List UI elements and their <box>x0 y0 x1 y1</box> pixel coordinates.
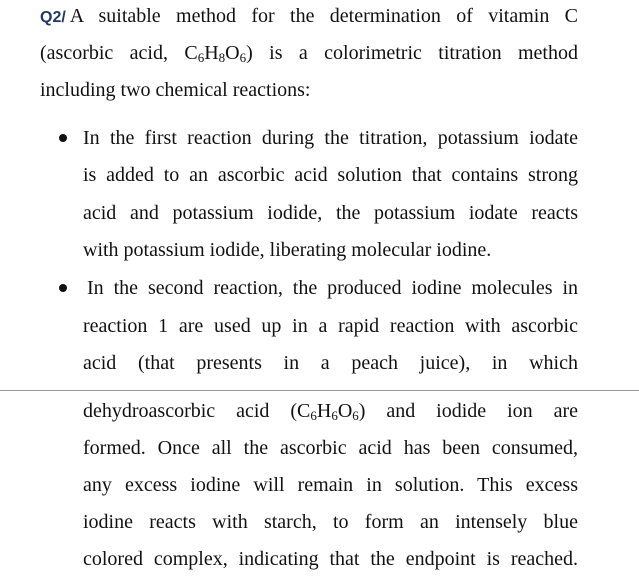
bullet-2-line-6: any excess iodine will remain in solution. This excess <box>83 474 578 496</box>
question-line-3: including two chemical reactions: <box>40 79 311 101</box>
subscript: 8 <box>218 50 226 65</box>
subscript: 6 <box>197 50 205 65</box>
bullet-2-line-3: acid (that presents in a peach juice), in which <box>83 352 578 374</box>
bullet-2-line-2: reaction 1 are used up in a rapid reaction with ascorbic <box>83 315 578 337</box>
page-divider <box>0 390 639 391</box>
subscript: 6 <box>310 408 317 423</box>
bullet-2-line-7: iodine reacts with starch, to form an intensely blue <box>83 511 578 533</box>
formula-part: H <box>204 42 219 64</box>
bullet-1-line-4: with potassium iodide, liberating molecular iodine. <box>83 239 492 261</box>
bullet-2-line-4 <box>83 399 578 423</box>
subscript: 6 <box>352 408 359 423</box>
question-label: Q2/ <box>40 9 66 26</box>
question-text-line-2: ) is a colorimetric titration method <box>246 42 578 64</box>
bullet-1-line-3: acid and potassium iodide, the potassium iodate reacts <box>83 202 578 224</box>
bullet-2-line-8: colored complex, indicating that the endpoint is reached. <box>83 548 578 570</box>
bullet-dot-1 <box>59 134 67 142</box>
subscript: 6 <box>239 50 247 65</box>
subscript: 6 <box>331 408 338 423</box>
formula-part: O <box>337 400 353 422</box>
formula-part: (ascorbic acid, C <box>40 42 198 64</box>
bullet-1-line-1: In the first reaction during the titration, potassium iodate <box>83 127 578 149</box>
question-line-1 <box>40 4 578 30</box>
formula-part: ) and iodide ion are <box>358 400 579 422</box>
formula-part: H <box>316 400 332 422</box>
bullet-dot-2 <box>59 284 67 292</box>
bullet-2-line-5: formed. Once all the ascorbic acid has been consumed, <box>83 437 578 459</box>
question-line-2 <box>40 41 578 65</box>
formula-part: dehydroascorbic acid (C <box>83 400 311 422</box>
question-text-line-1: A suitable method for the determination of vitamin C <box>69 5 578 27</box>
formula-part: O <box>225 42 240 64</box>
bullet-1-line-2: is added to an ascorbic acid solution that contains strong <box>83 164 578 186</box>
bullet-2-line-1: In the second reaction, the produced iodine molecules in <box>87 277 578 299</box>
